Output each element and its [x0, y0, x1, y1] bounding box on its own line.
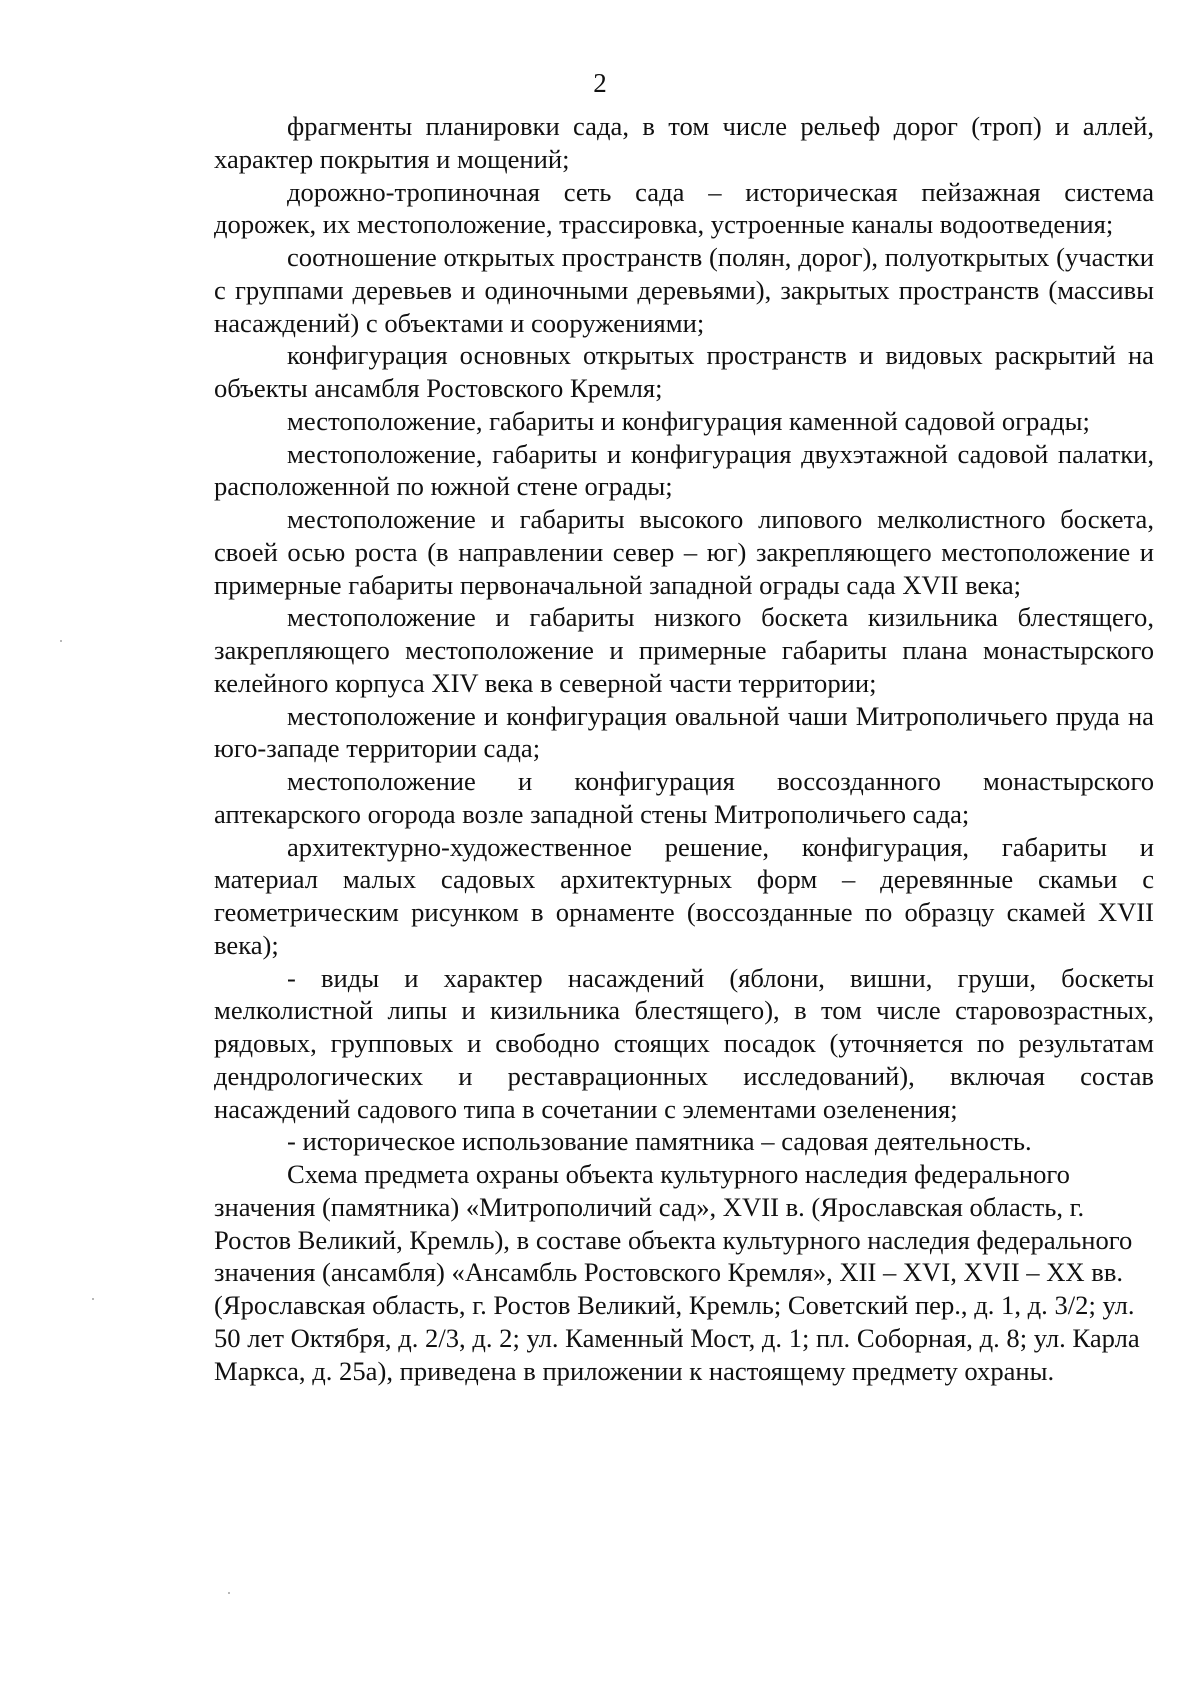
paragraph-plantings: - виды и характер насаждений (яблони, вишни, груши, боскеты мелколистной липы и кизильника блестящего), в том числе старовозрастных, рядовых, групповых и свободно стоящих посадок (уточняется по результатам дендрологических и реставрационных исследований), включая состав насаждений садового типа в сочетании с элементами озеленения; [214, 962, 1154, 1124]
scan-artifact-mark [228, 1592, 230, 1594]
scan-artifact-mark [92, 1298, 94, 1300]
paragraph-garden-benches: архитектурно-художественное решение, конфигурация, габариты и материал малых садовых архитектурных форм – деревянные скамьи с геометрическим рисунком в орнаменте (воссозданные по образцу скамей XVII века); [214, 831, 1154, 960]
paragraph-pond: местоположение и конфигурация овальной чаши Митрополичьего пруда на юго-западе территории сада; [214, 700, 1154, 764]
paragraph-view-openings: конфигурация основных открытых пространств и видовых раскрытий на объекты ансамбля Ростовского Кремля; [214, 340, 1154, 403]
paragraph-scheme-reference: Схема предмета охраны объекта культурного наследия федерального значения (памятника) «Митрополичий сад», XVII в. (Ярославская область, г. Ростов Великий, Кремль), в составе объекта культурного наследия федерального значения (ансамбля) «Ансамбль Ростовского Кремля», XII – XVI, XVII – XX вв. (Ярославская область, г. Ростов Великий, Кремль; Советский пер., д. 1, д. 3/2; ул. 50 лет Октября, д. 2/3, д. 2; ул. Каменный Мост, д. 1; пл. Соборная, д. 8; ул. Карла Маркса, д. 25а), приведена в приложении к настоящему предмету охраны. [214, 1159, 1140, 1386]
paragraph-linden-bosquet: местоположение и габариты высокого липового мелколистного боскета, своей осью роста (в направлении север – юг) закрепляющего местоположение и примерные габариты первоначальной западной ограды сада XVII века; [214, 504, 1154, 600]
paragraph-cotoneaster-bosquet: местоположение и габариты низкого боскета кизильника блестящего, закрепляющего местоположение и примерные габариты плана монастырского келейного корпуса XIV века в северной части территории; [214, 602, 1154, 698]
paragraph-open-spaces: соотношение открытых пространств (полян, дорог), полуоткрытых (участки с группами деревьев и одиночными деревьями), закрытых пространств (массивы насаждений) с объектами и сооружениями; [214, 242, 1154, 338]
paragraph-historic-use: - историческое использование памятника – садовая деятельность. [287, 1126, 1032, 1157]
paragraph-stone-fence: местоположение, габариты и конфигурация каменной садовой ограды; [287, 405, 1090, 436]
document-body [214, 110, 1154, 1387]
paragraph-garden-chamber: местоположение, габариты и конфигурация двухэтажной садовой палатки, расположенной по южной стене ограды; [214, 438, 1154, 502]
paragraph-garden-layout: фрагменты планировки сада, в том числе рельеф дорог (троп) и аллей, характер покрытия и мощений; [214, 111, 1154, 174]
scan-artifact-mark [60, 640, 62, 642]
paragraph-apothecary-garden: местоположение и конфигурация воссозданного монастырского аптекарского огорода возле западной стены Митрополичьего сада; [214, 766, 1154, 829]
page-number: 2 [593, 68, 607, 98]
paragraph-path-network: дорожно-тропиночная сеть сада – историческая пейзажная система дорожек, их местоположение, трассировка, устроенные каналы водоотведения; [214, 176, 1154, 240]
